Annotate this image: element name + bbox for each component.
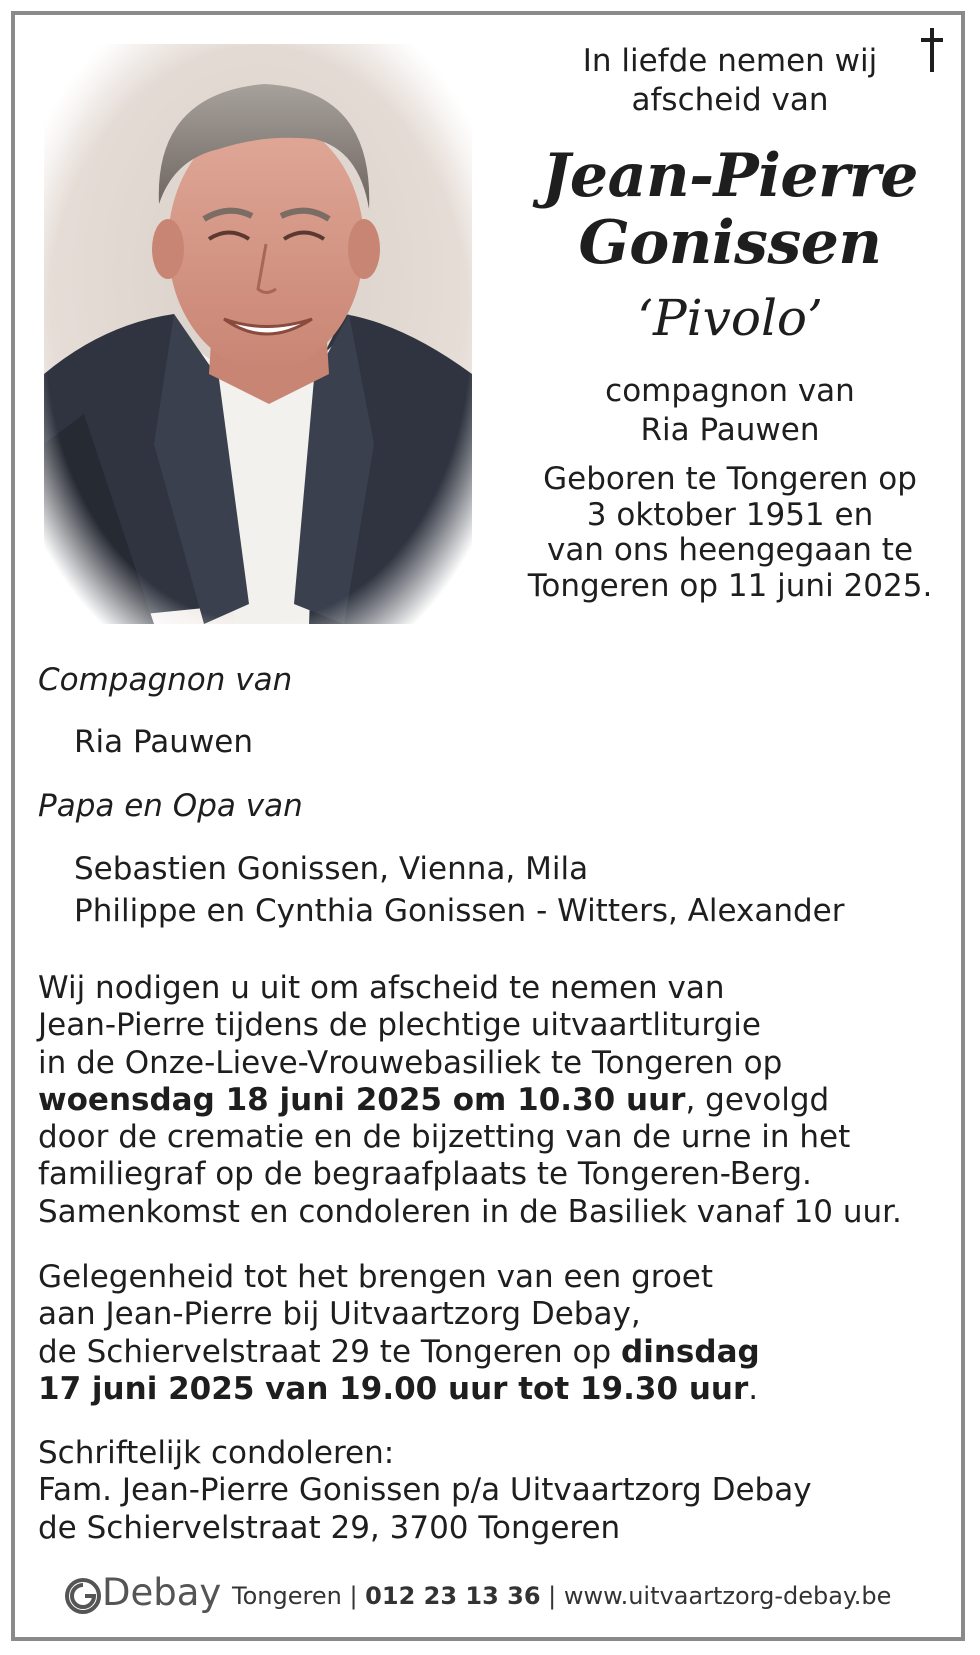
funeral-line: door de crematie en de bijzetting van de urne in het — [38, 1119, 851, 1156]
life-line-3: van ons heengegaan te — [546, 532, 914, 568]
nickname: ‘Pivolo’ — [637, 289, 823, 347]
footer-separator: | — [548, 1582, 557, 1610]
life-line-2: 3 oktober 1951 en — [586, 496, 874, 533]
debay-logo-icon — [64, 1577, 102, 1615]
partner-intro-line-1: compagnon van — [605, 373, 855, 409]
funeral-line: familiegraf op de begraafplaats te Tongeren-Berg. — [38, 1156, 812, 1193]
condolence-paragraph — [38, 1435, 812, 1547]
visit-paragraph — [38, 1259, 760, 1408]
condolence-line: Fam. Jean-Pierre Gonissen p/a Uitvaartzorg Debay — [38, 1472, 812, 1509]
visit-line: aan Jean-Pierre bij Uitvaartzorg Debay, — [38, 1296, 641, 1333]
intro-line-2: afscheid van — [631, 82, 829, 118]
life-line-4: Tongeren op 11 juni 2025. — [527, 567, 933, 604]
funeral-line: Jean-Pierre tijdens de plechtige uitvaartliturgie — [38, 1007, 761, 1044]
funeral-line — [38, 1082, 902, 1119]
visit-line-rest: . — [748, 1370, 759, 1407]
funeral-line: Wij nodigen u uit om afscheid te nemen van — [38, 970, 725, 1006]
visit-line: Gelegenheid tot het brengen van een groet — [38, 1259, 714, 1295]
visit-line — [38, 1371, 760, 1408]
child-line-1: Sebastien Gonissen, Vienna, Mila — [74, 851, 589, 887]
funeral-paragraph — [38, 970, 902, 1231]
footer-contact — [232, 1582, 891, 1610]
footer-website-link[interactable]: www.uitvaartzorg-debay.be — [563, 1582, 892, 1610]
condolence-line: Schriftelijk condoleren: — [38, 1435, 395, 1471]
life-dates — [500, 462, 960, 604]
life-line-1: Geboren te Tongeren op — [543, 461, 917, 497]
footer-separator: | — [349, 1582, 358, 1610]
first-name: Jean-Pierre — [542, 141, 918, 211]
companion-heading: Compagnon van — [38, 662, 293, 698]
visit-line-text: de Schiervelstraat 29 te Tongeren op — [38, 1333, 622, 1370]
intro-line-1: In liefde nemen wij — [582, 43, 878, 79]
child-line-2: Philippe en Cynthia Gonissen - Witters, Alexander — [74, 893, 845, 929]
partner-intro-line-2: Ria Pauwen — [640, 412, 820, 448]
funeral-line: in de Onze-Lieve-Vrouwebasiliek te Tongeren op — [38, 1044, 783, 1081]
intro-text — [500, 42, 960, 120]
last-name: Gonissen — [578, 208, 882, 278]
visit-date: 17 juni 2025 van 19.00 uur tot 19.30 uur — [38, 1370, 749, 1407]
visit-line — [38, 1334, 760, 1371]
children-heading: Papa en Opa van — [38, 788, 303, 824]
portrait-photo — [44, 44, 472, 624]
deceased-name — [500, 143, 960, 277]
condolence-line: de Schiervelstraat 29, 3700 Tongeren — [38, 1509, 621, 1546]
funeral-line-rest: , gevolgd — [685, 1081, 830, 1118]
footer-phone[interactable]: 012 23 13 36 — [365, 1582, 541, 1610]
funeral-date: woensdag 18 juni 2025 om 10.30 uur — [38, 1081, 686, 1118]
footer-city: Tongeren — [232, 1582, 342, 1610]
partner-intro — [500, 372, 960, 450]
brand-name: Debay — [102, 1571, 222, 1614]
footer — [64, 1571, 944, 1621]
visit-day: dinsdag — [621, 1333, 760, 1370]
funeral-line: Samenkomst en condoleren in de Basiliek vanaf 10 uur. — [38, 1193, 902, 1230]
companion-name: Ria Pauwen — [74, 724, 254, 760]
